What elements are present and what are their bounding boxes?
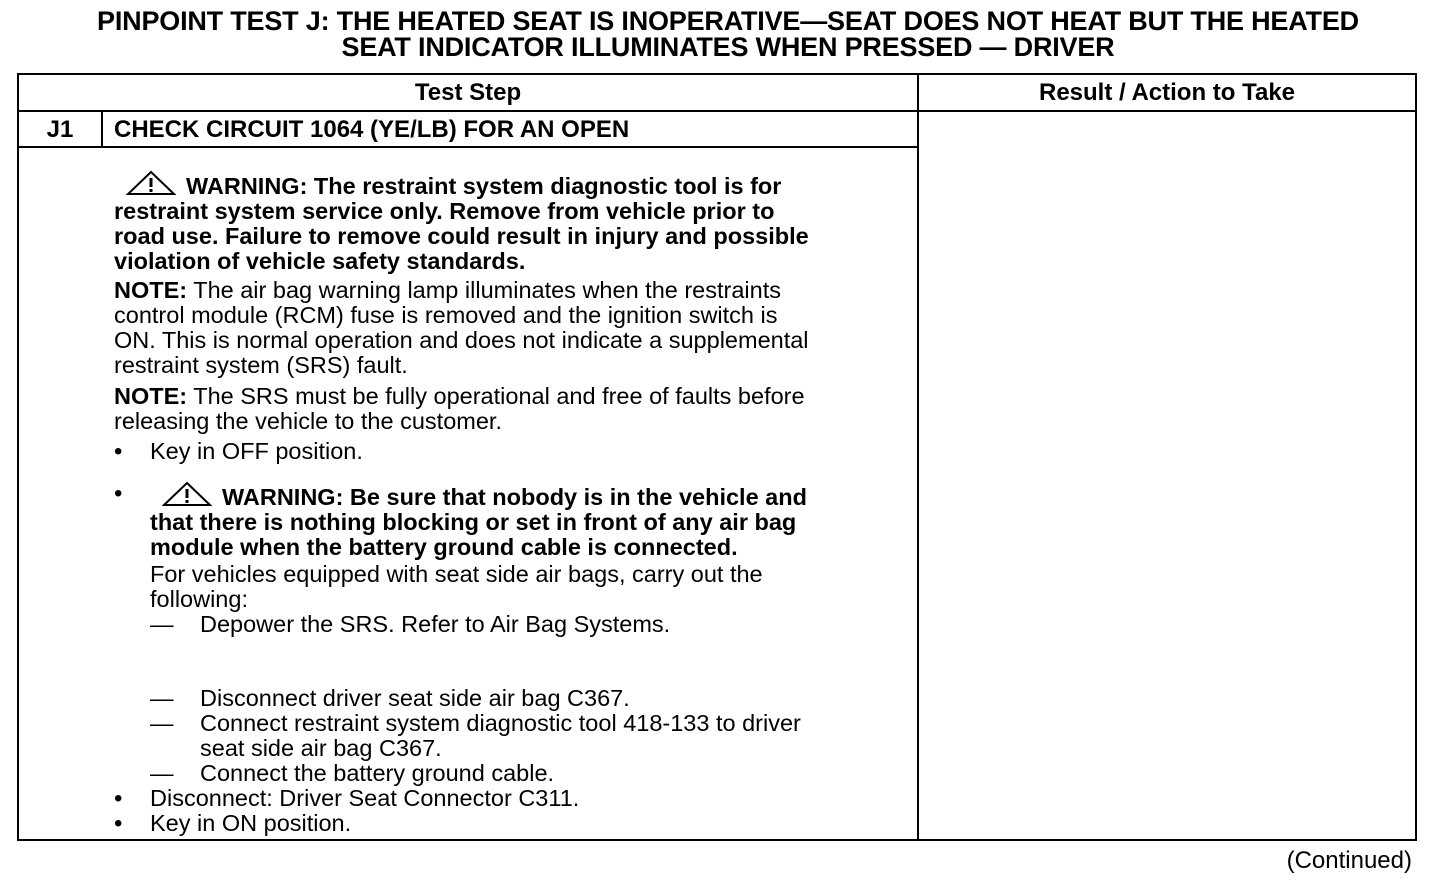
dash-item-1: Depower the SRS. Refer to Air Bag Systems. <box>200 611 671 637</box>
warning-2 <box>150 481 807 560</box>
dash-mark-2: — <box>150 685 174 711</box>
warning-1-line-3: road use. Failure to remove could result in injury and possible <box>114 223 809 249</box>
warning-triangle-icon <box>126 170 176 196</box>
pinpoint-test-title <box>0 8 1456 60</box>
warning-2-line-2: that there is nothing blocking or set in front of any air bag <box>150 509 797 535</box>
dash-mark-1: — <box>150 611 174 637</box>
warning-2-line-1: WARNING: Be sure that nobody is in the vehicle and <box>222 484 807 510</box>
dash-mark-4: — <box>150 760 174 786</box>
header-result-action: Result / Action to Take <box>1038 79 1296 106</box>
column-divider <box>917 75 919 839</box>
warning-1-line-2: restraint system service only. Remove from vehicle prior to <box>114 198 775 224</box>
dash-item-3-line-1: Connect restraint system diagnostic tool 418-133 to driver <box>200 710 801 736</box>
pinpoint-test-table <box>17 73 1417 841</box>
note-2-line-1: The SRS must be fully operational and free of faults before <box>187 383 805 409</box>
warning-triangle-icon <box>162 481 212 507</box>
note-1-line-1: The air bag warning lamp illuminates when the restraints <box>187 277 782 303</box>
note-2-line-2: releasing the vehicle to the customer. <box>114 408 502 434</box>
side-bag-intro-line-2: following: <box>150 586 248 612</box>
bullet-dot-1: • <box>114 438 123 465</box>
warning-1 <box>114 170 809 274</box>
bullet-dot-2: • <box>114 480 123 507</box>
side-bag-intro <box>150 562 763 612</box>
note-1-label: NOTE: <box>114 277 188 303</box>
bullet-2: Disconnect: Driver Seat Connector C311. <box>150 785 580 811</box>
dash-item-3 <box>200 711 801 761</box>
note-2 <box>114 384 805 434</box>
step-title: CHECK CIRCUIT 1064 (YE/LB) FOR AN OPEN <box>114 116 630 143</box>
warning-1-line-4: violation of vehicle safety standards. <box>114 248 526 274</box>
step-id: J1 <box>46 116 74 143</box>
step-id-divider <box>101 112 103 146</box>
dash-mark-3: — <box>150 710 174 736</box>
dash-item-3-line-2: seat side air bag C367. <box>200 735 442 761</box>
bullet-1: Key in OFF position. <box>150 438 363 464</box>
note-1-line-4: restraint system (SRS) fault. <box>114 352 408 378</box>
warning-1-line-1: WARNING: The restraint system diagnostic tool is for <box>186 173 782 199</box>
dash-item-2: Disconnect driver seat side air bag C367. <box>200 685 630 711</box>
note-2-label: NOTE: <box>114 383 188 409</box>
header-test-step: Test Step <box>414 79 522 106</box>
bullet-dot-4: • <box>114 810 123 837</box>
title-line-2: SEAT INDICATOR ILLUMINATES WHEN PRESSED — DRIVER <box>341 32 1115 62</box>
continued-label: (Continued) <box>1286 847 1412 874</box>
warning-2-line-3: module when the battery ground cable is connected. <box>150 534 738 560</box>
note-1-line-2: control module (RCM) fuse is removed and the ignition switch is <box>114 302 778 328</box>
note-1-line-3: ON. This is normal operation and does not indicate a supplemental <box>114 327 809 353</box>
bullet-dot-3: • <box>114 785 123 812</box>
title-line-1: PINPOINT TEST J: THE HEATED SEAT IS INOPERATIVE—SEAT DOES NOT HEAT BUT THE HEATED <box>97 6 1359 36</box>
side-bag-intro-line-1: For vehicles equipped with seat side air bags, carry out the <box>150 561 763 587</box>
bullet-3: Key in ON position. <box>150 810 352 836</box>
dash-item-4: Connect the battery ground cable. <box>200 760 555 786</box>
note-1 <box>114 278 809 378</box>
